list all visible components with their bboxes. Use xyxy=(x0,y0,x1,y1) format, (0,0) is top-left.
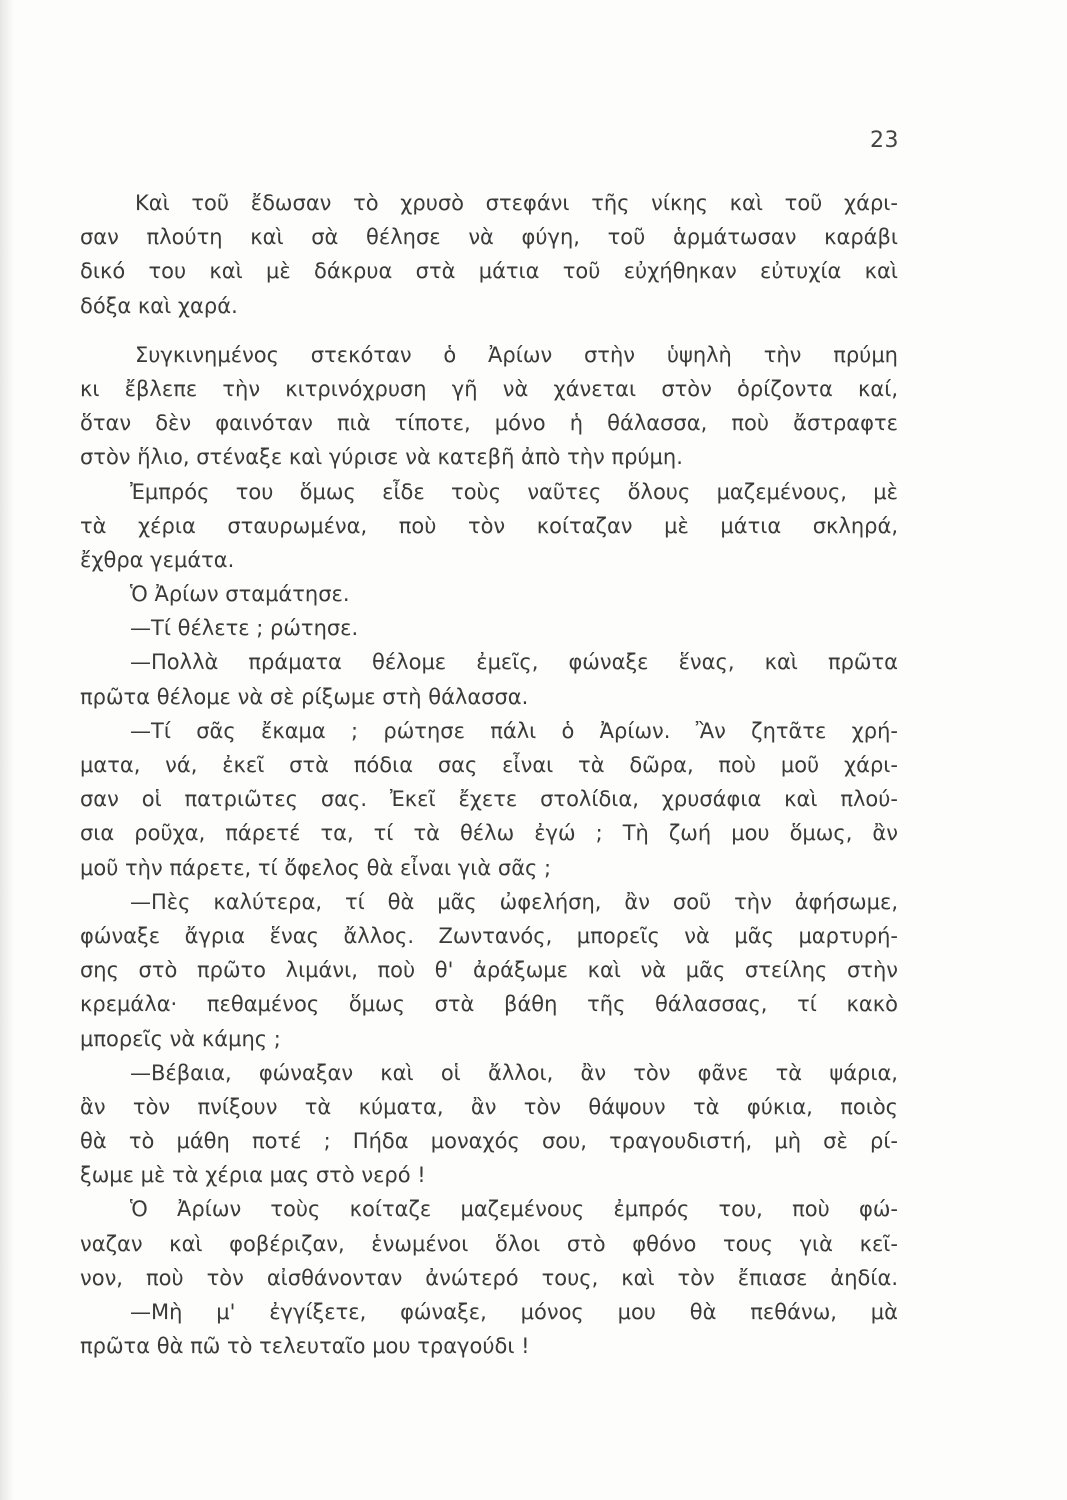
page-number: 23 xyxy=(870,128,899,153)
text-line: κι ἔβλεπε τὴν κιτρινόχρυση γῆ νὰ χάνεται στὸν ὁρίζοντα καί, xyxy=(80,376,898,401)
body-text xyxy=(80,186,898,1363)
text-line: —Βέβαια, φώναξαν καὶ οἱ ἄλλοι, ἂν τὸν φᾶνε τὰ ψάρια, xyxy=(130,1060,898,1085)
text-line: μοῦ τὴν πάρετε, τί ὄφελος θὰ εἶναι γιὰ σᾶς ; xyxy=(80,855,552,880)
paragraph-gap xyxy=(80,323,898,338)
text-line: ὅταν δὲν φαινόταν πιὰ τίποτε, μόνο ἡ θάλασσα, ποὺ ἄστραφτε xyxy=(80,411,898,436)
text-line: στὸν ἥλιο, στέναξε καὶ γύρισε νὰ κατεβῆ ἀπὸ τὴν πρύμη. xyxy=(80,445,683,470)
text-line: φώναξε ἄγρια ἕνας ἄλλος. Ζωντανός, μπορεῖς νὰ μᾶς μαρτυρή- xyxy=(80,923,898,948)
text-line: νον, ποὺ τὸν αἰσθάνονταν ἀνώτερό τους, καὶ τὸν ἔπιασε ἀηδία. xyxy=(80,1265,898,1290)
text-line: δικό του καὶ μὲ δάκρυα στὰ μάτια τοῦ εὐχήθηκαν εὐτυχία καὶ xyxy=(80,259,898,284)
text-line: —Τί σᾶς ἔκαμα ; ρώτησε πάλι ὁ Ἀρίων. Ἂν ζητᾶτε χρή- xyxy=(130,718,898,743)
text-line: —Μὴ μ' ἐγγίξετε, φώναξε, μόνος μου θὰ πεθάνω, μὰ xyxy=(130,1300,898,1324)
text-line: Καὶ τοῦ ἔδωσαν τὸ χρυσὸ στεφάνι τῆς νίκης καὶ τοῦ χάρι- xyxy=(135,191,898,215)
text-line: ἔχθρα γεμάτα. xyxy=(80,547,235,572)
text-line: σης στὸ πρῶτο λιμάνι, ποὺ θ' ἀράξωμε καὶ νὰ μᾶς στείλης στὴν xyxy=(80,958,898,983)
text-line: δόξα καὶ χαρά. xyxy=(80,293,238,318)
text-line: σια ροῦχα, πάρετέ τα, τί τὰ θέλω ἐγώ ; Τὴ ζωή μου ὅμως, ἂν xyxy=(80,821,898,846)
text-line: μπορεῖς νὰ κάμης ; xyxy=(80,1026,281,1051)
text-line: πρῶτα θὰ πῶ τὸ τελευταῖο μου τραγούδι ! xyxy=(80,1334,530,1359)
text-line: ἂν τὸν πνίξουν τὰ κύματα, ἂν τὸν θάψουν τὰ φύκια, ποιὸς xyxy=(80,1094,898,1119)
text-line: Συγκινημένος στεκόταν ὁ Ἀρίων στὴν ὑψηλὴ τὴν πρύμη xyxy=(135,342,898,367)
text-line: κρεμάλα· πεθαμένος ὅμως στὰ βάθη τῆς θάλασσας, τί κακὸ xyxy=(80,992,898,1017)
text-line: —Πολλὰ πράματα θέλομε ἐμεῖς, φώναξε ἕνας, καὶ πρῶτα xyxy=(130,650,898,675)
text-line: ναζαν καὶ φοβέριζαν, ἑνωμένοι ὅλοι στὸ φθόνο τους γιὰ κεῖ- xyxy=(80,1231,898,1256)
text-line: Ὁ Ἀρίων σταμάτησε. xyxy=(130,582,350,607)
text-line: Ὁ Ἀρίων τοὺς κοίταζε μαζεμένους ἐμπρός του, ποὺ φώ- xyxy=(130,1197,898,1222)
page-edge-shadow xyxy=(0,0,14,1500)
text-line: θὰ τὸ μάθη ποτέ ; Πήδα μοναχός σου, τραγουδιστή, μὴ σὲ ρί- xyxy=(80,1129,898,1154)
text-line: —Τί θέλετε ; ρώτησε. xyxy=(130,616,359,641)
text-line: σαν πλούτη καὶ σὰ θέλησε νὰ φύγη, τοῦ ἁρμάτωσαν καράβι xyxy=(80,225,898,250)
text-line: σαν οἱ πατριῶτες σας. Ἐκεῖ ἔχετε στολίδια, χρυσάφια καὶ πλού- xyxy=(80,787,898,812)
text-line: ματα, νά, ἐκεῖ στὰ πόδια σας εἶναι τὰ δῶρα, ποὺ μοῦ χάρι- xyxy=(80,753,898,777)
text-line: πρῶτα θέλομε νὰ σὲ ρίξωμε στὴ θάλασσα. xyxy=(80,684,529,709)
text-line: ξωμε μὲ τὰ χέρια μας στὸ νερό ! xyxy=(80,1163,426,1188)
text-line: τὰ χέρια σταυρωμένα, ποὺ τὸν κοίταζαν μὲ μάτια σκληρά, xyxy=(80,513,898,538)
text-line: —Πὲς καλύτερα, τί θὰ μᾶς ὠφελήση, ἂν σοῦ τὴν ἀφήσωμε, xyxy=(130,889,898,914)
text-line: Ἐμπρός του ὅμως εἶδε τοὺς ναῦτες ὅλους μαζεμένους, μὲ xyxy=(130,479,898,504)
